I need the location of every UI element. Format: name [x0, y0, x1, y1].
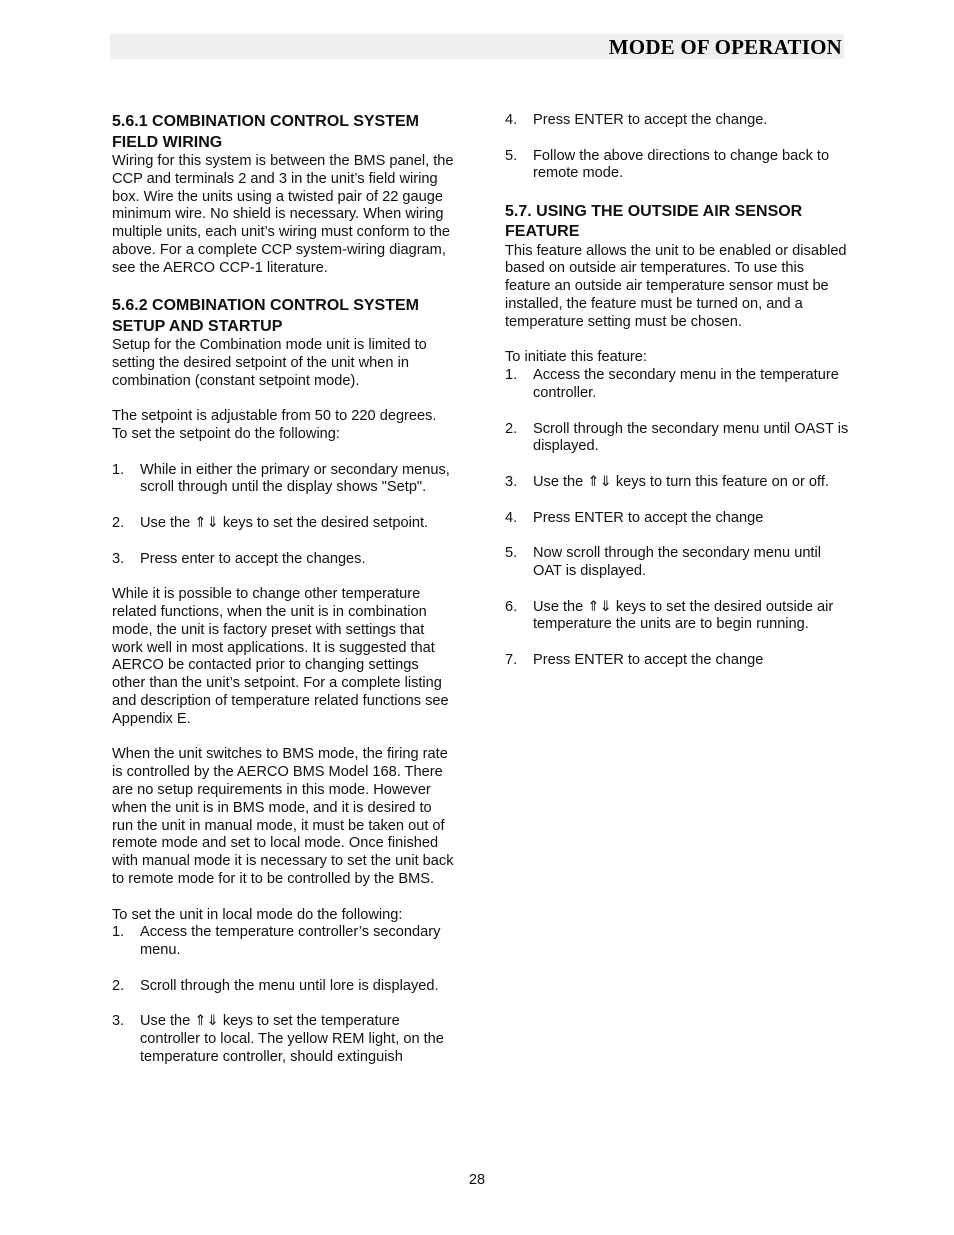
list-item-text: Use the ⇑⇓ keys to set the desired outside air temperature the units are to begin running.: [533, 598, 834, 633]
list-item: [112, 924, 454, 960]
paragraph-outside-air-intro: This feature allows the unit to be enabled or disabled based on outside air temperatures. To use this feature an outside air temperature sensor must be installed, the feature must be turned on, and a temperature setting must be chosen.: [505, 242, 847, 330]
list-item-text: Scroll through the secondary menu until OAST is displayed.: [533, 420, 849, 455]
list-item-text: Press ENTER to accept the change: [533, 652, 764, 669]
paragraph-field-wiring: Wiring for this system is between the BMS panel, the CCP and terminals 2 and 3 in the unit’s field wiring box. Wire the units using a twisted pair of 22 gauge minimum wire. No shield is necessary. When wiring multiple units, each unit’s wiring must conform to the above. For a complete CCP system-wiring diagram, see the AERCO CCP-1 literature.: [112, 153, 454, 276]
list-item-number: 7.: [505, 652, 518, 669]
list-item-text: Press ENTER to accept the change: [533, 509, 764, 526]
paragraph-setpoint-range: The setpoint is adjustable from 50 to 220 degrees. To set the setpoint do the following:: [112, 408, 437, 443]
list-item-number: 4.: [505, 509, 518, 526]
list-item-number: 1.: [505, 367, 518, 384]
list-item-number: 3.: [112, 1013, 125, 1030]
list-item-number: 2.: [112, 515, 125, 532]
list-item-text: Use the ⇑⇓ keys to set the temperature controller to local. The yellow REM light, on the temperature controller, should extinguish: [140, 1013, 444, 1065]
section-heading-5-6-2: 5.6.2 COMBINATION CONTROL SYSTEM SETUP AND STARTUP: [112, 297, 419, 335]
list-item: [112, 1013, 454, 1066]
paragraph-setup-intro: Setup for the Combination mode unit is limited to setting the desired setpoint of the unit when in combination (constant setpoint mode).: [112, 337, 427, 389]
list-item-text: Press enter to accept the changes.: [140, 550, 366, 567]
list-item-number: 3.: [112, 550, 125, 567]
list-item: [112, 515, 454, 533]
list-item: [505, 510, 850, 528]
paragraph-bms-mode: When the unit switches to BMS mode, the firing rate is controlled by the AERCO BMS Model 168. There are no setup requirements in this mode. However when the unit is in BMS mode, and it is desired to run the unit in manual mode, it must be taken out of remote mode and set to local mode. Once finished with manual mode it is necessary to set the unit back to remote mode for it to be controlled by the BMS.: [112, 746, 454, 887]
list-item-number: 1.: [112, 924, 125, 941]
list-item-text: While in either the primary or secondary menus, scroll through until the display shows "Setp".: [140, 461, 450, 496]
list-item: [505, 599, 850, 635]
list-item: [112, 551, 454, 569]
list-item-number: 5.: [505, 147, 518, 164]
paragraph-local-mode-intro: To set the unit in local mode do the following:: [112, 906, 403, 923]
list-item-number: 6.: [505, 598, 518, 615]
right-column: [505, 112, 850, 670]
list-item-text: Scroll through the menu until lore is displayed.: [140, 977, 439, 994]
local-mode-steps-list: [112, 924, 454, 1066]
list-item-number: 5.: [505, 545, 518, 562]
list-item-text: Follow the above directions to change back to remote mode.: [533, 147, 830, 182]
page-title: MODE OF OPERATION: [608, 35, 842, 59]
list-item-number: 2.: [505, 420, 518, 437]
list-item: [112, 978, 454, 996]
list-item-number: 2.: [112, 977, 125, 994]
outside-air-steps-list: [505, 367, 850, 670]
list-item: [505, 474, 850, 492]
list-item: [505, 652, 850, 670]
header-bar: [110, 34, 844, 59]
page-number: 28: [468, 1172, 486, 1188]
list-item-text: Access the temperature controller’s secondary menu.: [140, 924, 441, 959]
list-item-text: Use the ⇑⇓ keys to set the desired setpoint.: [140, 515, 429, 532]
list-item: [112, 462, 454, 498]
list-item-number: 4.: [505, 112, 518, 128]
section-heading-5-6-1: 5.6.1 COMBINATION CONTROL SYSTEM FIELD WIRING: [112, 113, 419, 151]
paragraph-initiate-feature: To initiate this feature:: [505, 349, 647, 366]
list-item-text: Press ENTER to accept the change.: [533, 112, 768, 128]
list-item: [505, 421, 850, 457]
list-item-number: 1.: [112, 461, 125, 478]
list-item-text: Access the secondary menu in the temperature controller.: [533, 367, 839, 402]
paragraph-temperature-functions: While it is possible to change other temperature related functions, when the unit is in combination mode, the unit is factory preset with settings that work well in most applications. It is suggested that AERCO be contacted prior to changing settings other than the unit’s setpoint. For a complete listing and description of temperature related functions see Appendix E.: [112, 586, 449, 727]
section-heading-5-7: 5.7. USING THE OUTSIDE AIR SENSOR FEATURE: [505, 202, 803, 241]
continued-steps-list: [505, 112, 850, 183]
list-item: [505, 367, 850, 403]
left-column: [112, 112, 454, 1067]
setpoint-steps-list: [112, 462, 454, 569]
list-item: [505, 112, 850, 130]
list-item: [505, 148, 850, 184]
list-item-text: Now scroll through the secondary menu until OAT is displayed.: [533, 545, 821, 580]
list-item-number: 3.: [505, 474, 518, 491]
list-item-text: Use the ⇑⇓ keys to turn this feature on or off.: [533, 474, 829, 491]
list-item: [505, 545, 850, 581]
